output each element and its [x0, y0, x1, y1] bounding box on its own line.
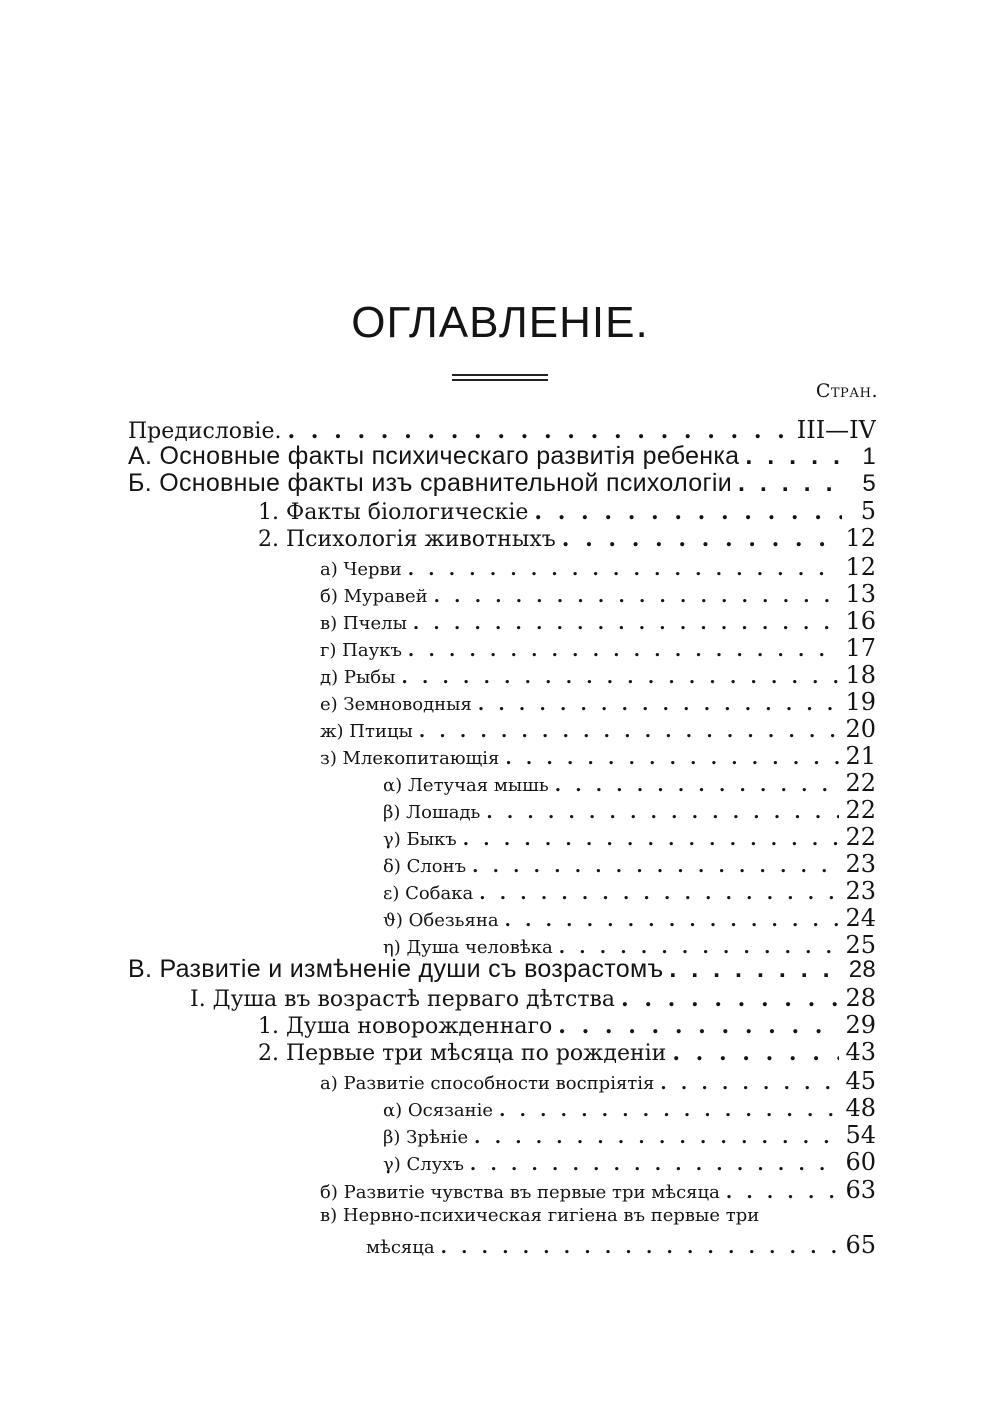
- leader-dots: [534, 499, 842, 525]
- toc-entry[interactable]: [258, 524, 876, 552]
- leader-dots: [401, 667, 839, 688]
- toc-entry-text: β) Зрѣніе: [383, 1127, 469, 1148]
- leader-dots: [408, 640, 840, 661]
- leader-dots: [441, 1237, 840, 1258]
- toc-entry[interactable]: [320, 580, 876, 608]
- toc-entry[interactable]: [383, 904, 876, 932]
- leader-dots: [745, 442, 842, 471]
- toc-entry[interactable]: [128, 416, 876, 444]
- toc-entry[interactable]: [320, 1205, 759, 1226]
- toc-entry-text: в) Нервно-психическая гигіена въ первые три: [320, 1205, 760, 1226]
- toc-entry-text: α) Осязаніе: [383, 1100, 494, 1121]
- toc-entry-page: 17: [845, 634, 876, 662]
- toc-entry-text: γ) Слухъ: [383, 1154, 464, 1175]
- page-title: ОГЛАВЛЕНІЕ.: [351, 298, 649, 347]
- toc-entry-text: β) Лошадь: [383, 802, 481, 823]
- toc-entry-text: б) Муравей: [320, 586, 428, 607]
- leader-dots: [474, 1127, 839, 1148]
- leader-dots: [472, 856, 839, 877]
- toc-entry-page: 60: [845, 1148, 876, 1176]
- leader-dots: [470, 1154, 840, 1175]
- toc-entry-text: в) Пчелы: [320, 613, 407, 634]
- toc-entry-text: ж) Птицы: [320, 721, 413, 742]
- toc-entry-page: 1: [862, 443, 876, 470]
- toc-entry-text: γ) Быкъ: [383, 829, 457, 850]
- toc-entry-page: 23: [845, 850, 876, 878]
- toc-entry-page: 45: [845, 1067, 876, 1095]
- toc-entry[interactable]: [320, 1067, 876, 1095]
- toc-entry[interactable]: [383, 877, 876, 905]
- toc-entry-text: В. Развитіе и измѣненіе души съ возрастомъ: [128, 955, 664, 983]
- toc-entry-text: δ) Слонъ: [383, 856, 467, 877]
- toc-entry-page: 22: [845, 769, 876, 797]
- toc-entry[interactable]: [320, 661, 876, 689]
- toc-entry-page: 25: [845, 931, 876, 959]
- toc-entry-text: б) Развитіе чувства въ первые три мѣсяца: [320, 1182, 720, 1203]
- toc-entry[interactable]: [190, 984, 876, 1012]
- leader-dots: [408, 559, 840, 580]
- toc-entry-text: е) Земноводныя: [320, 694, 472, 715]
- leader-dots: [562, 526, 840, 552]
- toc-entry-text: А. Основные факты психическаго развитія ребенка: [128, 442, 740, 470]
- toc-entry[interactable]: [128, 442, 876, 471]
- toc-entry-text: з) Млекопитающія: [320, 748, 500, 769]
- toc-entry-page: 16: [845, 607, 876, 635]
- leader-dots: [738, 469, 842, 498]
- toc-entry-page: 12: [845, 524, 876, 552]
- leader-dots: [669, 955, 842, 984]
- toc-entry-text: а) Черви: [320, 559, 402, 580]
- toc-entry-text: η) Душа человѣка: [383, 937, 553, 958]
- toc-entry-text: I. Душа въ возрастѣ перваго дѣтства: [190, 987, 616, 1012]
- toc-entry[interactable]: [383, 796, 876, 824]
- toc-entry-page: 54: [845, 1121, 876, 1149]
- toc-entry-page: 18: [845, 661, 876, 689]
- toc-entry[interactable]: [128, 469, 876, 498]
- toc-entry[interactable]: [383, 823, 876, 851]
- toc-entry-page: 28: [845, 984, 876, 1012]
- leader-dots: [413, 613, 840, 634]
- toc-entry-text: Б. Основные факты изъ сравнительной психологіи: [128, 469, 732, 497]
- leader-dots: [558, 1013, 839, 1039]
- toc-entry-text: ϑ) Обезьяна: [383, 910, 499, 931]
- toc-entry-page: 48: [845, 1094, 876, 1122]
- leader-dots: [486, 802, 839, 823]
- toc-entry-page: III—IV: [796, 416, 876, 444]
- toc-entry-text: 1. Факты біологическіе: [258, 500, 529, 525]
- toc-entry[interactable]: [258, 1038, 876, 1066]
- toc-entry[interactable]: [258, 497, 876, 525]
- leader-dots: [505, 910, 840, 931]
- toc-entry[interactable]: [383, 1121, 876, 1149]
- toc-entry-page: 22: [845, 823, 876, 851]
- toc-entry[interactable]: [320, 715, 876, 743]
- toc-entry[interactable]: [383, 1094, 876, 1122]
- toc-entry-page: 5: [860, 497, 876, 525]
- leader-dots: [621, 986, 839, 1012]
- toc-entry-text: мѣсяца: [366, 1237, 435, 1258]
- page-column-label: Стран.: [815, 380, 878, 402]
- toc-entry-text: 2. Психологія животныхъ: [258, 527, 556, 552]
- toc-entry-page: 20: [845, 715, 876, 743]
- toc-entry-text: ε) Собака: [383, 883, 474, 904]
- toc-entry-page: 22: [845, 796, 876, 824]
- toc-entry-page: 65: [845, 1231, 876, 1259]
- toc-entry-page: 43: [845, 1038, 876, 1066]
- leader-dots: [499, 1100, 839, 1121]
- toc-entry[interactable]: [320, 1176, 876, 1204]
- toc-entry[interactable]: [258, 1011, 876, 1039]
- toc-entry[interactable]: [366, 1231, 876, 1259]
- leader-dots: [672, 1040, 839, 1066]
- toc-entry-text: 1. Душа новорожденнаго: [258, 1014, 553, 1039]
- toc-entry-page: 21: [845, 742, 876, 770]
- leader-dots: [555, 775, 840, 796]
- toc-entry[interactable]: [320, 742, 876, 770]
- toc-entry-page: 63: [845, 1176, 876, 1204]
- leader-dots: [660, 1073, 839, 1094]
- toc-entry-page: 5: [862, 470, 876, 497]
- leader-dots: [463, 829, 840, 850]
- toc-entry-text: а) Развитіе способности воспріятія: [320, 1073, 655, 1094]
- leader-dots: [478, 694, 840, 715]
- toc-entry[interactable]: [320, 688, 876, 716]
- toc-entry-page: 24: [845, 904, 876, 932]
- leader-dots: [434, 586, 840, 607]
- toc-entry-page: 19: [845, 688, 876, 716]
- toc-entry-page: 28: [848, 956, 876, 983]
- toc-entry-page: 29: [845, 1011, 876, 1039]
- toc-entry-page: 13: [845, 580, 876, 608]
- toc-entry[interactable]: [128, 955, 876, 984]
- leader-dots: [479, 883, 839, 904]
- toc-entry[interactable]: [383, 850, 876, 878]
- leader-dots: [505, 748, 839, 769]
- toc-entry-text: 2. Первые три мѣсяца по рожденіи: [258, 1041, 667, 1066]
- toc-entry[interactable]: [320, 553, 876, 581]
- leader-dots: [287, 418, 790, 444]
- toc-entry-text: д) Рыбы: [320, 667, 396, 688]
- title-divider: [452, 374, 548, 384]
- toc-entry-text: Предисловіе.: [128, 419, 282, 444]
- leader-dots: [726, 1182, 840, 1203]
- toc-entry-page: 23: [845, 877, 876, 905]
- toc-entry-text: г) Паукъ: [320, 640, 402, 661]
- toc-entry[interactable]: [320, 607, 876, 635]
- toc-entry-text: α) Летучая мышь: [383, 775, 549, 796]
- leader-dots: [419, 721, 840, 742]
- toc-entry[interactable]: [320, 634, 876, 662]
- toc-entry[interactable]: [383, 769, 876, 797]
- toc-entry[interactable]: [383, 1148, 876, 1176]
- toc-entry-page: 12: [845, 553, 876, 581]
